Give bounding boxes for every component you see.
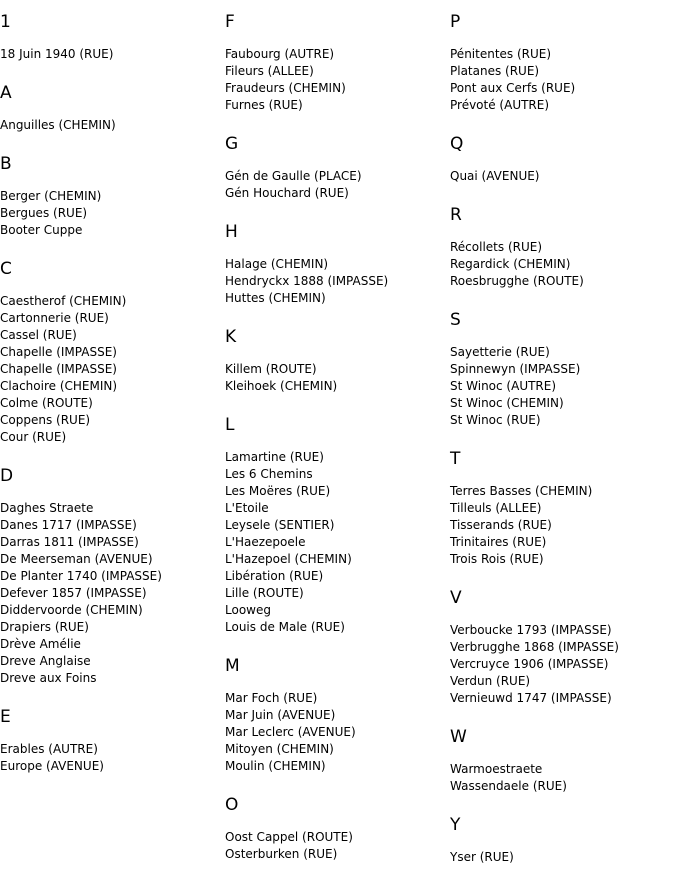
letter-group (225, 415, 352, 636)
street-name: Furnes (RUE) (225, 98, 303, 112)
letter-group (450, 727, 567, 795)
letter-heading: T (450, 449, 461, 469)
street-name: Regardick (CHEMIN) (450, 257, 571, 271)
street-list (225, 361, 337, 395)
street-list (225, 168, 362, 202)
street-name: Danes 1717 (IMPASSE) (0, 518, 137, 532)
street-name: Bergues (RUE) (0, 206, 88, 220)
letter-heading: E (0, 707, 11, 727)
letter-heading: B (0, 154, 12, 174)
street-name: Trinitaires (RUE) (450, 535, 547, 549)
street-name: Louis de Male (RUE) (225, 620, 345, 634)
street-list (450, 761, 567, 795)
street-name: Roesbrugghe (ROUTE) (450, 274, 584, 288)
letter-group (450, 815, 514, 866)
street-name: Vernieuwd 1747 (IMPASSE) (450, 691, 612, 705)
letter-group (225, 327, 337, 395)
letter-heading: R (450, 205, 462, 225)
letter-group (225, 795, 353, 863)
street-name: Verboucke 1793 (IMPASSE) (450, 623, 612, 637)
street-name: Pont aux Cerfs (RUE) (450, 81, 576, 95)
street-name: Europe (AVENUE) (0, 759, 104, 773)
letter-group (450, 310, 580, 429)
street-name: Moulin (CHEMIN) (225, 759, 326, 773)
street-name: Tisserands (RUE) (450, 518, 552, 532)
street-name: Killem (ROUTE) (225, 362, 317, 376)
street-name: Leysele (SENTIER) (225, 518, 335, 532)
street-name: Récollets (RUE) (450, 240, 543, 254)
letter-group (450, 134, 540, 185)
street-list (450, 344, 580, 429)
street-name: Dreve aux Foins (0, 671, 97, 685)
street-list (0, 117, 116, 134)
street-name: Oost Cappel (ROUTE) (225, 830, 353, 844)
street-name: Cour (RUE) (0, 430, 67, 444)
street-name: Caestherof (CHEMIN) (0, 294, 127, 308)
letter-heading: A (0, 83, 12, 103)
street-name: Warmoestraete (450, 762, 543, 776)
street-name: Defever 1857 (IMPASSE) (0, 586, 147, 600)
street-name: Yser (RUE) (450, 850, 514, 864)
letter-group (450, 12, 575, 114)
street-name: Halage (CHEMIN) (225, 257, 329, 271)
letter-group (225, 222, 388, 307)
letter-heading: K (225, 327, 237, 347)
street-name: Les 6 Chemins (225, 467, 313, 481)
street-name: Mitoyen (CHEMIN) (225, 742, 334, 756)
letter-heading: G (225, 134, 239, 154)
street-name: Booter Cuppe (0, 223, 83, 237)
street-list (450, 168, 540, 185)
street-name: L'Hazepoel (CHEMIN) (225, 552, 352, 566)
street-name: Diddervoorde (CHEMIN) (0, 603, 143, 617)
street-name: Fraudeurs (CHEMIN) (225, 81, 346, 95)
street-name: Lamartine (RUE) (225, 450, 324, 464)
street-name: Anguilles (CHEMIN) (0, 118, 116, 132)
street-name: Pénitentes (RUE) (450, 47, 552, 61)
street-name: Chapelle (IMPASSE) (0, 362, 117, 376)
street-name: St Winoc (AUTRE) (450, 379, 557, 393)
street-name: Sayetterie (RUE) (450, 345, 550, 359)
street-name: Gén Houchard (RUE) (225, 186, 349, 200)
letter-heading: M (225, 656, 240, 676)
street-name: Fileurs (ALLEE) (225, 64, 314, 78)
letter-group (0, 154, 101, 239)
street-name: Les Moëres (RUE) (225, 484, 331, 498)
street-name: Prévoté (AUTRE) (450, 98, 550, 112)
letter-group (225, 134, 362, 202)
letter-group (0, 707, 104, 775)
street-name: Cassel (RUE) (0, 328, 77, 342)
letter-group (0, 83, 116, 134)
street-name: Wassendaele (RUE) (450, 779, 567, 793)
street-list (225, 256, 388, 307)
street-name: Kleihoek (CHEMIN) (225, 379, 338, 393)
street-name: St Winoc (RUE) (450, 413, 541, 427)
letter-heading: F (225, 12, 235, 32)
street-name: Lille (ROUTE) (225, 586, 304, 600)
street-name: Gén de Gaulle (PLACE) (225, 169, 362, 183)
street-name: Verbrugghe 1868 (IMPASSE) (450, 640, 619, 654)
street-name: Trois Rois (RUE) (450, 552, 544, 566)
letter-heading: L (225, 415, 235, 435)
letter-group (450, 449, 592, 568)
street-list (0, 46, 113, 63)
letter-group (0, 12, 113, 63)
letter-heading: S (450, 310, 461, 330)
street-list (450, 46, 575, 114)
street-name: Hendryckx 1888 (IMPASSE) (225, 274, 389, 288)
street-name: Faubourg (AUTRE) (225, 47, 335, 61)
street-name: Mar Leclerc (AVENUE) (225, 725, 356, 739)
letter-heading: Y (450, 815, 461, 835)
street-list (225, 829, 353, 863)
street-list (0, 500, 162, 687)
letter-heading: 1 (0, 12, 11, 32)
street-name: L'Etoile (225, 501, 269, 515)
street-name: Libération (RUE) (225, 569, 324, 583)
street-list (0, 293, 126, 446)
letter-heading: V (450, 588, 462, 608)
street-name: Colme (ROUTE) (0, 396, 93, 410)
street-list (0, 741, 104, 775)
letter-group (0, 259, 126, 446)
letter-heading: Q (450, 134, 464, 154)
letter-heading: C (0, 259, 12, 279)
street-list (225, 449, 352, 636)
letter-heading: H (225, 222, 238, 242)
street-name: Drève Amélie (0, 637, 81, 651)
street-name: Erables (AUTRE) (0, 742, 98, 756)
street-name: Spinnewyn (IMPASSE) (450, 362, 581, 376)
letter-heading: O (225, 795, 239, 815)
letter-group (450, 588, 619, 707)
letter-group (450, 205, 584, 290)
street-name: Platanes (RUE) (450, 64, 540, 78)
street-name: St Winoc (CHEMIN) (450, 396, 564, 410)
street-name: Osterburken (RUE) (225, 847, 338, 861)
street-name: Quai (AVENUE) (450, 169, 540, 183)
letter-heading: P (450, 12, 461, 32)
street-name: Tilleuls (ALLEE) (450, 501, 542, 515)
street-list (225, 690, 356, 775)
street-list (225, 46, 346, 114)
street-name: Darras 1811 (IMPASSE) (0, 535, 139, 549)
street-name: Daghes Straete (0, 501, 94, 515)
street-name: Looweg (225, 603, 271, 617)
letter-group (0, 466, 162, 687)
street-name: L'Haezepoele (225, 535, 306, 549)
street-name: Terres Basses (CHEMIN) (450, 484, 593, 498)
street-name: De Planter 1740 (IMPASSE) (0, 569, 162, 583)
street-list (450, 239, 584, 290)
street-list (450, 622, 619, 707)
letter-group (225, 12, 346, 114)
street-name: Mar Juin (AVENUE) (225, 708, 336, 722)
street-name: Vercruyce 1906 (IMPASSE) (450, 657, 609, 671)
street-name: Chapelle (IMPASSE) (0, 345, 117, 359)
letter-group (225, 656, 356, 775)
letter-heading: D (0, 466, 14, 486)
street-name: Drapiers (RUE) (0, 620, 89, 634)
street-name: Dreve Anglaise (0, 654, 91, 668)
street-name: Clachoire (CHEMIN) (0, 379, 118, 393)
street-name: Huttes (CHEMIN) (225, 291, 326, 305)
street-name: Verdun (RUE) (450, 674, 531, 688)
street-name: 18 Juin 1940 (RUE) (0, 47, 114, 61)
street-list (450, 849, 514, 866)
street-name: Coppens (RUE) (0, 413, 91, 427)
street-list (0, 188, 101, 239)
street-name: Berger (CHEMIN) (0, 189, 102, 203)
street-name: Mar Foch (RUE) (225, 691, 318, 705)
letter-heading: W (450, 727, 467, 747)
street-name: De Meerseman (AVENUE) (0, 552, 153, 566)
street-list (450, 483, 592, 568)
street-name: Cartonnerie (RUE) (0, 311, 109, 325)
